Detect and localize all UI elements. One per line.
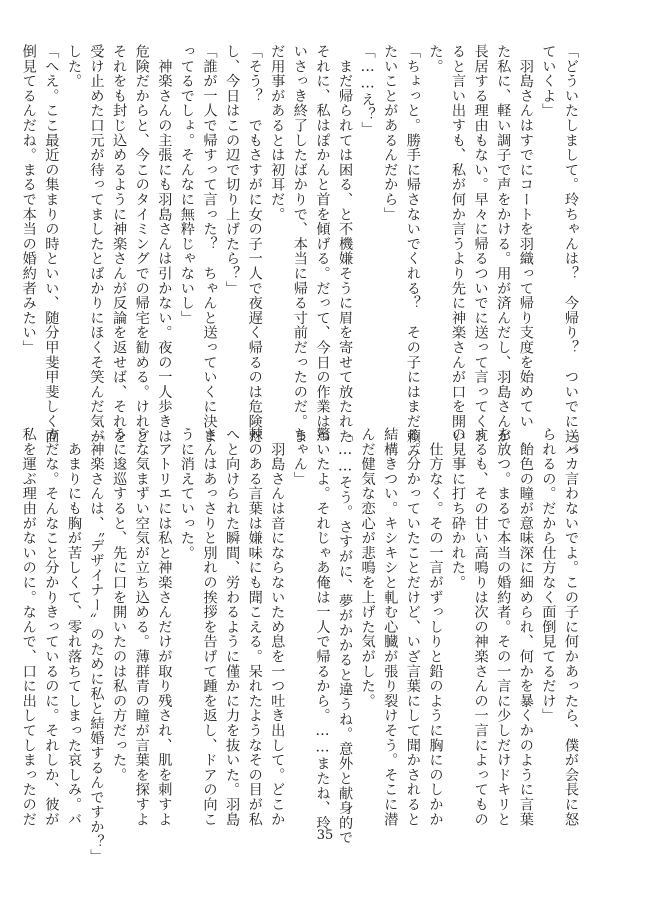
text-line: 倒見てるんだね。まるで本当の婚約者みたい」: [20, 44, 37, 355]
text-line: ちゃん」: [291, 427, 308, 487]
text-line: 「誰が一人で帰すって言った？ ちゃんと送っていくに決ま: [201, 44, 218, 444]
text-line: するも、その甘い高鳴りは次の神楽さんの一言によってもの: [472, 427, 489, 827]
text-line: 棘のある言葉は嫌味にも聞こえる。呆れたようなその目が私: [246, 427, 263, 827]
text-line: られるの。だから仕方なく面倒見てるだけ」: [540, 427, 557, 723]
text-line: た私に、軽い調子で声をかける。用が済んだし、羽島さんが: [495, 44, 512, 444]
text-line: 仕方なく。その一言がずっしりと鉛のように胸にのしかか: [427, 427, 444, 827]
text-line: へと向けられた瞬間、労わるように僅かに力を抜いた。羽島: [224, 427, 241, 827]
text-line: うな気まずい空気が立ち込める。薄群青の瞳が言葉を探すよ: [133, 427, 150, 827]
text-line: 危険だからと、今このタイミングでの帰宅を勧める。けれど: [133, 44, 150, 444]
text-line: 「神楽さんは、〝デザイナー〟のために私と結婚するんですか？」: [88, 427, 105, 864]
text-line: んだ健気な恋心が悲鳴を上げた気がした。: [359, 427, 376, 709]
text-line: たいことがあるんだから」: [382, 44, 399, 222]
text-line: を放つ。まるで本当の婚約者。その一言に少しだけドキリと: [495, 427, 512, 827]
text-line: だ用事があるとは初耳だ。: [269, 44, 286, 222]
text-line: 羽島さんは音にならないため息を一つ吐き出して。どこか: [269, 427, 286, 827]
text-line: いさっき終了したばかりで、本当に帰る寸前だったのだ。ま: [291, 44, 308, 444]
text-line: の見事に打ち砕かれた。: [450, 427, 467, 590]
text-line: さんはあっさりと別れの挨拶を告げて踵を返し、ドアの向こ: [201, 427, 218, 827]
top-text-block: [20, 44, 582, 459]
text-line: る。分かっていたことだけど、いざ言葉にして聞かされると: [404, 427, 421, 827]
text-line: 神楽さんの主張にも羽島さんは引かない。夜の一人歩きは: [156, 44, 173, 444]
page-number: 35: [316, 828, 334, 843]
text-line: アトリエには私と神楽さんだけが取り残され、肌を刺すよ: [156, 427, 173, 827]
text-line: した。: [65, 44, 82, 89]
text-line: た。: [427, 44, 444, 74]
text-line: あまりにも胸が苦しくて、零れ落ちてしまった哀しみ。バ: [65, 427, 82, 827]
text-line: それをも封じ込めるように神楽さんが反論を返せば、それを: [111, 44, 128, 444]
text-line: ってるでしょ。そんなに無粋じゃないし」: [178, 44, 195, 326]
text-line: 「ちょっと。勝手に帰さないでくれる？ その子にはまだ頼み: [404, 44, 421, 459]
text-line: 「バカ言わないでよ。この子に何かあったら、僕が会長に怒: [563, 427, 579, 827]
text-line: 「そう？ でもさすがに女の子一人で夜遅く帰るのは危険だ: [246, 44, 263, 444]
text-line: うに消えていった。: [178, 427, 195, 561]
text-line: ると言い出すも、私が何か言うより先に神楽さんが口を開い: [450, 44, 467, 444]
text-line: 結構きつい。キシキシと軋む心臓が張り裂けそう。そこに潜: [382, 427, 399, 827]
text-line: 「へえ。ここ最近の集まりの時といい、随分甲斐甲斐しく面: [43, 44, 60, 444]
text-line: 飴色の瞳が意味深に細められ、何かを暴くかのように言葉: [517, 427, 534, 827]
text-line: カだな。そんなこと分かりきっているのに。それしか、彼が: [43, 427, 60, 827]
text-line: 「どういたしまして。玲ちゃんは？ 今帰り？ ついでに送っ: [563, 44, 579, 459]
text-line: 私を運ぶ理由がないのに。なんで、口に出してしまったのだ: [20, 427, 37, 827]
text-line: 羽島さんはすでにコートを羽織って帰り支度を始めてい: [517, 44, 534, 429]
text-line: 「……え？」: [359, 44, 376, 137]
text-line: それに、私はぽかんと首を傾げる。だって、今日の作業はつ: [314, 44, 331, 444]
text-line: まだ帰られては困る、と不機嫌そうに眉を寄せて放たれた: [337, 44, 354, 444]
text-line: 受け止めた口元が待ってましたとばかりにほくそ笑んだ気が: [88, 44, 105, 444]
text-line: ていくよ」: [540, 44, 557, 118]
text-line: し、今日はこの辺で切り上げたら？」: [224, 44, 241, 296]
text-line: 長居する理由もない。早々に帰るついでに送って言ってくれ: [472, 44, 489, 444]
text-line: 驚いたよ。それじゃあ俺は一人で帰るから。……またね、玲: [314, 427, 331, 831]
text-line: うに逡巡すると、先に口を開いたのは私の方だった。: [111, 427, 128, 783]
text-line: 「……そう。さすがに、夢がかかると違うね。意外と献身的で: [337, 427, 354, 845]
